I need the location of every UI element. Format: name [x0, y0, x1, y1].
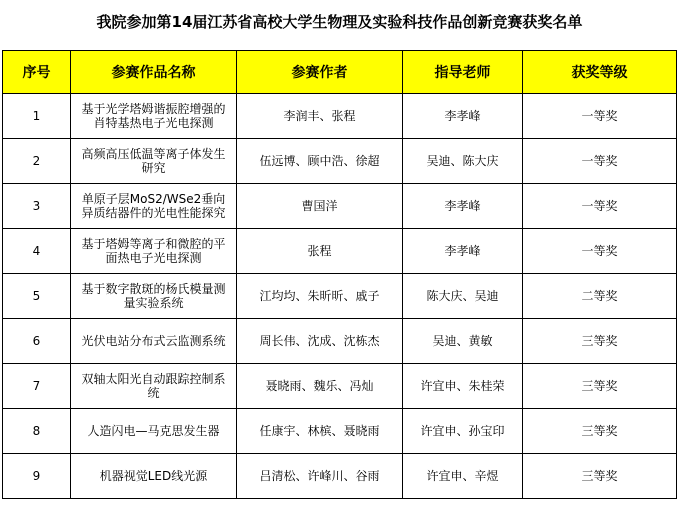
header-authors: 参赛作者: [237, 51, 403, 94]
table-row: [3, 409, 677, 454]
table-row: [3, 454, 677, 499]
cell-advisor: 吴迪、陈大庆: [403, 139, 523, 184]
cell-no: 5: [3, 274, 71, 319]
table-row: [3, 274, 677, 319]
cell-no: 9: [3, 454, 71, 499]
cell-work: 双轴太阳光自动跟踪控制系统: [71, 364, 237, 409]
header-no: 序号: [3, 51, 71, 94]
cell-work: 光伏电站分布式云监测系统: [71, 319, 237, 364]
cell-award: 二等奖: [523, 274, 677, 319]
header-work: 参赛作品名称: [71, 51, 237, 94]
cell-award: 三等奖: [523, 409, 677, 454]
cell-authors: 江均均、朱昕昕、戚子: [237, 274, 403, 319]
cell-advisor: 李孝峰: [403, 94, 523, 139]
cell-authors: 任康宇、林槟、聂晓雨: [237, 409, 403, 454]
table-row: [3, 184, 677, 229]
cell-authors: 张程: [237, 229, 403, 274]
table-header-row: [3, 51, 677, 94]
cell-no: 4: [3, 229, 71, 274]
header-advisor: 指导老师: [403, 51, 523, 94]
header-award: 获奖等级: [523, 51, 677, 94]
cell-authors: 李润丰、张程: [237, 94, 403, 139]
cell-no: 8: [3, 409, 71, 454]
page-title: 我院参加第14届江苏省高校大学生物理及实验科技作品创新竞赛获奖名单: [96, 13, 583, 31]
cell-advisor: 许宜申、孙宝印: [403, 409, 523, 454]
cell-advisor: 许宜申、朱桂荣: [403, 364, 523, 409]
cell-authors: 伍远博、顾中浩、徐超: [237, 139, 403, 184]
table-row: [3, 94, 677, 139]
cell-award: 一等奖: [523, 229, 677, 274]
cell-award: 一等奖: [523, 94, 677, 139]
cell-advisor: 吴迪、黄敏: [403, 319, 523, 364]
table-row: [3, 139, 677, 184]
cell-authors: 聂晓雨、魏乐、冯灿: [237, 364, 403, 409]
cell-authors: 周长伟、沈成、沈栋杰: [237, 319, 403, 364]
cell-no: 7: [3, 364, 71, 409]
awards-table: [2, 50, 677, 499]
cell-work: 基于塔姆等离子和微腔的平面热电子光电探测: [71, 229, 237, 274]
cell-work: 基于数字散斑的杨氏模量测量实验系统: [71, 274, 237, 319]
cell-work: 机器视觉LED线光源: [71, 454, 237, 499]
cell-advisor: 陈大庆、吴迪: [403, 274, 523, 319]
table-row: [3, 364, 677, 409]
cell-work: 单原子层MoS2/WSe2垂向异质结器件的光电性能探究: [71, 184, 237, 229]
table-row: [3, 319, 677, 364]
cell-work: 人造闪电—马克思发生器: [71, 409, 237, 454]
cell-award: 三等奖: [523, 319, 677, 364]
cell-no: 6: [3, 319, 71, 364]
table-row: [3, 229, 677, 274]
cell-advisor: 李孝峰: [403, 184, 523, 229]
cell-authors: 吕清松、许峰川、谷雨: [237, 454, 403, 499]
cell-award: 三等奖: [523, 454, 677, 499]
cell-no: 1: [3, 94, 71, 139]
cell-advisor: 许宜申、辛煜: [403, 454, 523, 499]
cell-no: 3: [3, 184, 71, 229]
cell-award: 一等奖: [523, 184, 677, 229]
cell-award: 三等奖: [523, 364, 677, 409]
cell-work: 高频高压低温等离子体发生研究: [71, 139, 237, 184]
cell-work: 基于光学塔姆谐振腔增强的肖特基热电子光电探测: [71, 94, 237, 139]
cell-authors: 曹国洋: [237, 184, 403, 229]
cell-advisor: 李孝峰: [403, 229, 523, 274]
cell-no: 2: [3, 139, 71, 184]
cell-award: 一等奖: [523, 139, 677, 184]
